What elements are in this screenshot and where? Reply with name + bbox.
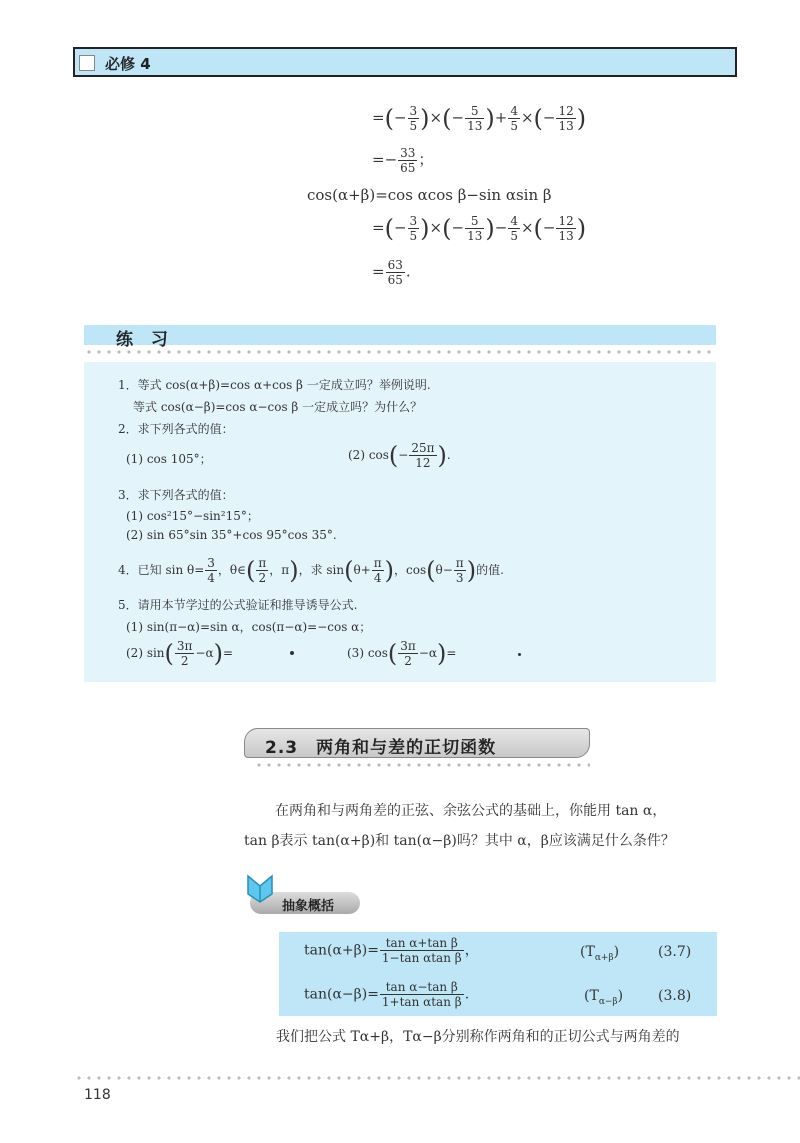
- blank-period-dot: [518, 653, 521, 656]
- section-title: 2.3 两角和与差的正切函数: [265, 738, 497, 758]
- formula-tan-sum: tan(α+β)= $\frac{\text{tan α+tan β}}{\text{1−tan αtan β}}$ ，: [304, 936, 479, 965]
- exercise-q3-2: (2) sin 65°sin 35°+cos 95°cos 35°.: [126, 528, 337, 542]
- section-title-tab: [244, 728, 590, 758]
- worked-line-5: = $\frac{63}{65}$ .: [372, 258, 411, 287]
- blank-separator-dot: [290, 651, 294, 655]
- exercise-q4: 4．已知 sin θ= $\frac{3}{4}$ ，θ∈( $\frac{\pi}{2}$ ，π)，求 sin(θ+ $\frac{\pi}{4}$ )，cos(θ− $\frac{\pi}{3}$ )的值.: [118, 556, 504, 585]
- exercise-q5-2: (2) sin( $\frac{3\pi}{2}$ −α)=: [126, 639, 234, 668]
- header-square-icon: [79, 55, 95, 71]
- exercise-q3: 3．求下列各式的值：: [118, 488, 234, 502]
- abstract-heading-label: 抽象概括: [282, 899, 335, 914]
- exercise-q1a: 1．等式 cos(α+β)=cos α+cos β 一定成立吗？举例说明.: [118, 378, 431, 392]
- exercise-dotted-divider: [84, 350, 716, 354]
- formula-tan-diff-label: $(T_{\alpha-\beta})$: [584, 988, 624, 1007]
- exercise-q5: 5．请用本节学过的公式验证和推导诱导公式.: [118, 598, 358, 612]
- worked-line-4: =(− $\frac{3}{5}$ )×(− $\frac{5}{13}$ )− $\frac{4}{5}$ ×(− $\frac{12}{13}$ ): [372, 214, 587, 243]
- exercise-q1b: 等式 cos(α−β)=cos α−cos β 一定成立吗？为什么？: [133, 400, 423, 414]
- header-title: 必修 4: [105, 55, 151, 73]
- exercise-q5-3: (3) cos( $\frac{3\pi}{2}$ −α)=: [347, 639, 457, 668]
- worked-line-1: =(− $\frac{3}{5}$ )×(− $\frac{5}{13}$ )+ $\frac{4}{5}$ ×(− $\frac{12}{13}$ ): [372, 104, 587, 133]
- footer-dotted-divider: [74, 1076, 800, 1080]
- formula-tan-sum-number: (3.7): [658, 944, 692, 960]
- exercise-title-bar: [84, 325, 716, 350]
- header-bar: [73, 47, 737, 77]
- exercise-q2-2: (2) cos(− $\frac{25\pi}{12}$ ).: [348, 441, 451, 470]
- section-paragraph-1: 在两角和与两角差的正弦、余弦公式的基础上，你能用 tan α，: [275, 803, 667, 819]
- worked-line-3: cos(α+β)=cos αcos β−sin αsin β: [307, 186, 552, 204]
- exercise-q5-1: (1) sin(π−α)=sin α，cos(π−α)=−cos α；: [126, 620, 372, 634]
- formula-tan-diff: tan(α−β)= $\frac{\text{tan α−tan β}}{\text{1+tan αtan β}}$ .: [304, 980, 470, 1009]
- exercise-q3-1: (1) cos²15°−sin²15°；: [126, 509, 259, 523]
- section-dotted-divider: [254, 763, 590, 767]
- ribbon-icon: [244, 872, 276, 908]
- exercise-q2-1: (1) cos 105°；: [126, 452, 212, 466]
- exercise-title: 练 习: [116, 330, 174, 350]
- formula-tan-diff-number: (3.8): [658, 988, 692, 1004]
- page-number: 118: [84, 1087, 111, 1103]
- section-paragraph-3: 我们把公式 Tα+β，Tα−β分别称作两角和的正切公式与两角差的: [276, 1029, 680, 1045]
- exercise-q2: 2．求下列各式的值：: [118, 422, 234, 436]
- worked-line-2: =− $\frac{33}{65}$ ；: [372, 146, 434, 175]
- section-paragraph-2: tan β表示 tan(α+β)和 tan(α−β)吗？其中 α，β应该满足什么条件？: [244, 833, 675, 849]
- formula-tan-sum-label: $(T_{\alpha+\beta})$: [580, 944, 620, 963]
